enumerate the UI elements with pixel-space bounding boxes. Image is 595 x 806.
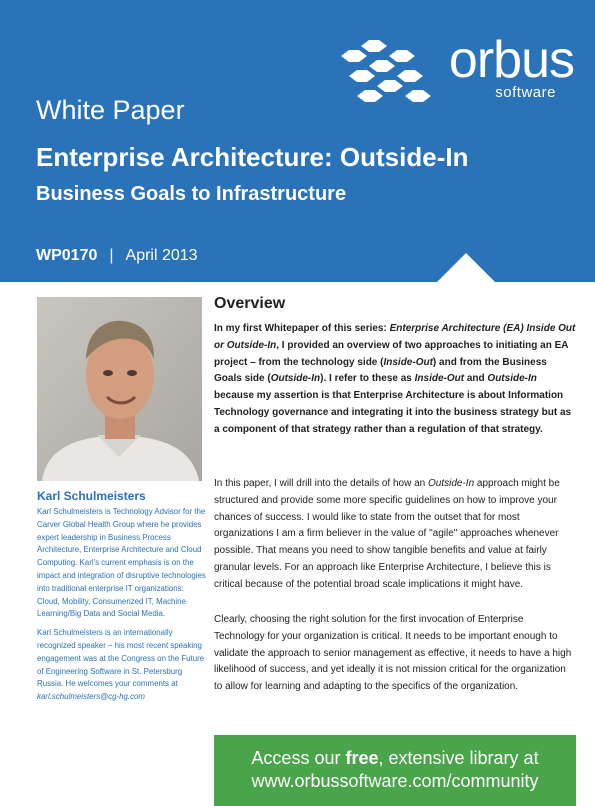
intro-text: ) and from the Business Goals side (	[214, 356, 547, 385]
cta-line	[214, 747, 576, 770]
meta-separator: |	[109, 247, 114, 264]
author-email-link[interactable]: karl.schulmeisters@cg-hg.com	[37, 692, 145, 702]
body-paragraph: Clearly, choosing the right solution for the first invocation of Enterprise Technology for your organization is critical. It needs to be important enough to validate the approach to senior management as effective, it needs to have a high likelihood of success, and yet ideally it is not mission critical for the organization to allow for learning and adapting to the specifics of the organization.	[214, 614, 572, 693]
cta-emphasis: free	[345, 748, 379, 768]
intro-emphasis: Outside-In	[487, 373, 537, 385]
document-meta	[36, 247, 198, 265]
intro-emphasis: Enterprise Architecture (EA) Inside Out or Outside-In	[214, 323, 576, 351]
author-bio	[37, 506, 207, 710]
intro-text: ). I refer to these as	[320, 373, 415, 385]
body-text: In this paper, I will drill into the details of how an	[214, 478, 429, 489]
page-subtitle: Business Goals to Infrastructure	[36, 183, 347, 205]
author-photo	[37, 297, 202, 481]
bio-paragraph	[37, 627, 207, 704]
intro-emphasis: Inside-Out	[383, 356, 433, 368]
body-text: approach might be structured and provide some more specific guidelines on how to improve your chances of success. I would like to state from the outset that for most organizations I am a firm believer in the value of "agile" approaches whenever possible. That means you need to show tangible benefits and value at fairly granular levels. For an approach like Enterprise Architecture, I believe this is critical because of the potential broad scale implications it might have.	[214, 478, 560, 590]
section-heading: Overview	[214, 295, 286, 312]
document-code: WP0170	[36, 247, 98, 264]
document-date: April 2013	[125, 247, 198, 264]
logo-subtext: software	[495, 84, 556, 101]
intro-text: and	[464, 373, 488, 385]
intro-emphasis: Outside-In	[270, 373, 321, 385]
community-cta-banner[interactable]	[214, 735, 576, 806]
intro-emphasis: Inside-Out	[414, 373, 465, 385]
document-type: White Paper	[36, 95, 185, 125]
body-paragraph	[214, 476, 576, 594]
bio-paragraph: Karl Schulmeisters is Technology Advisor for the Carver Global Health Group where he provides expert leadership in Business Process Architecture, Enterprise Architecture and Cloud Computing. Karl's current emphasis is on the impact and integration of disruptive technologies into traditional enterprise IT organizations: Cloud, Mobility, Consumerized IT, Machine Learning/Big Data and Social Media.	[37, 507, 206, 619]
hexagon-cluster-icon	[331, 40, 451, 110]
header-band	[0, 0, 595, 282]
intro-text: , I provided an overview of two approaches to initiating an EA project – from the technology side (	[214, 339, 569, 368]
author-name: Karl Schulmeisters	[37, 489, 146, 503]
header-notch	[436, 253, 496, 283]
orbus-logo[interactable]	[331, 28, 581, 118]
cta-url[interactable]: www.orbussoftware.com/community	[251, 771, 539, 791]
intro-text: because my assertion is that Enterprise Architecture is about Information Technology governance and integrating it into the business strategy but as a component of that strategy rather than a regulation of that strategy.	[214, 390, 572, 435]
page-title: Enterprise Architecture: Outside-In	[36, 142, 469, 172]
cta-text: Access our	[251, 748, 346, 768]
logo-wordmark: orbus	[448, 31, 574, 89]
intro-text: In my first Whitepaper of this series:	[214, 323, 390, 334]
body-emphasis: Outside-In	[428, 478, 475, 489]
bio-text: Karl Schulmeisters is an internationally recognized speaker – his most recent speaking engagement was at the Congress on the Future of Engineering Software in St. Petersburg Russia. He welcomes your comments at	[37, 628, 205, 689]
cta-text: , extensive library at	[378, 748, 539, 768]
intro-paragraph	[214, 321, 576, 439]
